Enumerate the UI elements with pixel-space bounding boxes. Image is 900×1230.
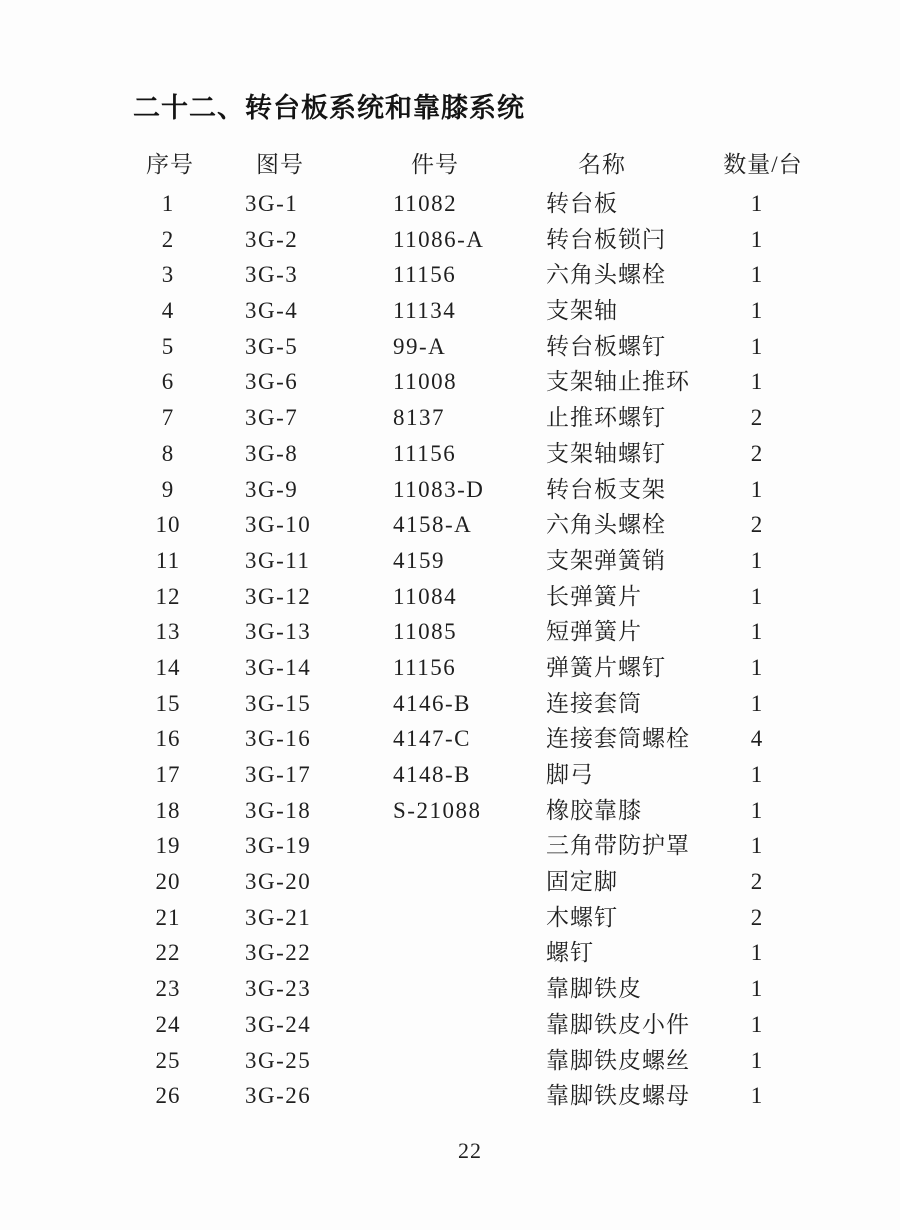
cell-drawing-no: 3G-5 [245, 333, 299, 359]
cell-qty: 2 [750, 904, 764, 930]
cell-qty: 1 [750, 476, 764, 502]
cell-qty: 1 [750, 797, 764, 823]
cell-part-no: 4158-A [393, 512, 473, 538]
table-row [0, 1078, 900, 1114]
cell-part-no: 99-A [393, 333, 447, 359]
cell-part-no: 11134 [393, 298, 457, 324]
cell-qty: 2 [750, 512, 764, 538]
cell-part-no: 11086-A [393, 226, 485, 252]
cell-qty: 1 [750, 191, 764, 216]
cell-seq: 14 [155, 654, 181, 680]
cell-name: 靠脚铁皮螺丝 [546, 1047, 690, 1073]
cell-name: 短弹簧片 [546, 619, 642, 645]
table-row [0, 935, 900, 971]
table-row [0, 472, 900, 508]
cell-part-no: 11083-D [393, 476, 485, 502]
table-row [0, 400, 900, 436]
cell-part-no: 11084 [393, 583, 458, 609]
cell-seq: 15 [155, 690, 181, 716]
cell-part-no: 11156 [393, 654, 457, 680]
cell-seq: 18 [155, 797, 181, 823]
cell-part-no: 4147-C [393, 726, 471, 752]
cell-seq: 25 [155, 1047, 181, 1073]
cell-drawing-no: 3G-18 [245, 797, 312, 823]
cell-name: 转台板支架 [546, 476, 666, 502]
cell-qty: 1 [750, 547, 764, 573]
cell-seq: 23 [155, 976, 181, 1002]
table-row [0, 721, 900, 757]
cell-drawing-no: 3G-22 [245, 940, 312, 966]
cell-name: 六角头螺栓 [546, 262, 666, 288]
cell-qty: 1 [750, 619, 764, 645]
cell-name: 转台板螺钉 [546, 333, 666, 359]
table-row [0, 1007, 900, 1043]
cell-seq: 1 [161, 191, 175, 216]
cell-seq: 10 [155, 512, 181, 538]
cell-drawing-no: 3G-17 [245, 762, 312, 787]
column-header-part-no: 件号 [411, 152, 459, 177]
section-title: 二十二、转台板系统和靠膝系统 [133, 93, 525, 123]
cell-seq: 16 [155, 726, 181, 752]
cell-qty: 1 [750, 1047, 764, 1073]
cell-drawing-no: 3G-23 [245, 976, 312, 1002]
cell-part-no: 4146-B [393, 690, 471, 716]
cell-seq: 3 [161, 262, 175, 288]
cell-seq: 24 [155, 1011, 181, 1037]
cell-part-no: 4148-B [393, 762, 471, 787]
cell-name: 六角头螺栓 [546, 512, 666, 538]
cell-seq: 9 [161, 476, 175, 502]
cell-seq: 20 [155, 869, 181, 895]
table-row [0, 507, 900, 543]
cell-qty: 1 [750, 654, 764, 680]
column-header-drawing-no: 图号 [256, 152, 304, 177]
cell-drawing-no: 3G-10 [245, 512, 312, 538]
cell-drawing-no: 3G-26 [245, 1083, 312, 1109]
cell-drawing-no: 3G-24 [245, 1011, 312, 1037]
cell-qty: 1 [750, 1011, 764, 1037]
cell-seq: 12 [155, 583, 181, 609]
table-row [0, 543, 900, 579]
cell-seq: 19 [155, 833, 181, 859]
cell-qty: 2 [750, 405, 764, 431]
table-row [0, 1043, 900, 1079]
cell-name: 脚弓 [546, 762, 594, 787]
cell-qty: 1 [750, 1083, 764, 1109]
cell-seq: 22 [155, 940, 181, 966]
cell-name: 支架轴螺钉 [546, 440, 666, 466]
cell-drawing-no: 3G-21 [245, 904, 312, 930]
cell-drawing-no: 3G-7 [245, 405, 299, 431]
table-row [0, 579, 900, 615]
cell-drawing-no: 3G-12 [245, 583, 312, 609]
cell-name: 长弹簧片 [546, 583, 642, 609]
table-row [0, 293, 900, 329]
column-header-seq: 序号 [146, 152, 194, 177]
cell-name: 支架轴止推环 [546, 369, 690, 395]
cell-qty: 1 [750, 369, 764, 395]
cell-qty: 1 [750, 976, 764, 1002]
cell-drawing-no: 3G-2 [245, 226, 299, 252]
table-row [0, 257, 900, 293]
table-row [0, 793, 900, 829]
cell-drawing-no: 3G-16 [245, 726, 312, 752]
parts-table-body [0, 186, 900, 1114]
cell-name: 靠脚铁皮小件 [546, 1011, 690, 1037]
cell-seq: 8 [161, 440, 175, 466]
cell-drawing-no: 3G-3 [245, 262, 299, 288]
cell-seq: 21 [155, 904, 181, 930]
cell-name: 连接套筒 [546, 690, 642, 716]
table-row [0, 222, 900, 258]
column-header-name: 名称 [578, 152, 626, 177]
cell-name: 转台板 [546, 191, 618, 216]
cell-qty: 1 [750, 583, 764, 609]
cell-drawing-no: 3G-9 [245, 476, 299, 502]
cell-drawing-no: 3G-6 [245, 369, 299, 395]
cell-drawing-no: 3G-8 [245, 440, 299, 466]
cell-part-no: 11008 [393, 369, 458, 395]
table-row [0, 900, 900, 936]
cell-name: 转台板锁闩 [546, 226, 666, 252]
cell-name: 靠脚铁皮螺母 [546, 1083, 690, 1109]
cell-name: 连接套筒螺栓 [546, 726, 690, 752]
cell-seq: 26 [155, 1083, 181, 1109]
cell-qty: 4 [750, 726, 764, 752]
table-header-row [0, 150, 900, 180]
cell-part-no: 4159 [393, 547, 445, 573]
cell-drawing-no: 3G-19 [245, 833, 312, 859]
cell-seq: 2 [161, 226, 175, 252]
cell-name: 支架轴 [546, 298, 618, 324]
cell-name: 止推环螺钉 [546, 405, 666, 431]
cell-qty: 2 [750, 869, 764, 895]
cell-name: 靠脚铁皮 [546, 976, 642, 1002]
cell-drawing-no: 3G-20 [245, 869, 312, 895]
cell-drawing-no: 3G-4 [245, 298, 299, 324]
cell-name: 三角带防护罩 [546, 833, 690, 859]
cell-part-no: 11085 [393, 619, 458, 645]
cell-qty: 1 [750, 940, 764, 966]
cell-qty: 1 [750, 762, 764, 787]
cell-qty: 1 [750, 298, 764, 324]
table-row [0, 650, 900, 686]
cell-seq: 6 [161, 369, 175, 395]
column-header-qty-per-unit: 数量/台 [723, 152, 803, 177]
cell-qty: 1 [750, 262, 764, 288]
table-row [0, 828, 900, 864]
table-row [0, 971, 900, 1007]
cell-drawing-no: 3G-14 [245, 654, 312, 680]
cell-qty: 1 [750, 226, 764, 252]
cell-seq: 5 [161, 333, 175, 359]
cell-qty: 1 [750, 690, 764, 716]
table-row [0, 364, 900, 400]
cell-name: 木螺钉 [546, 904, 618, 930]
table-row [0, 686, 900, 722]
cell-seq: 11 [155, 547, 181, 573]
table-row [0, 864, 900, 900]
table-row [0, 757, 900, 793]
cell-part-no: 11156 [393, 262, 457, 288]
cell-qty: 1 [750, 833, 764, 859]
table-row [0, 186, 900, 222]
cell-name: 螺钉 [546, 940, 594, 966]
cell-name: 弹簧片螺钉 [546, 654, 666, 680]
cell-qty: 1 [750, 333, 764, 359]
cell-part-no: 11156 [393, 440, 457, 466]
cell-name: 支架弹簧销 [546, 547, 666, 573]
table-row [0, 329, 900, 365]
table-row [0, 436, 900, 472]
cell-seq: 13 [155, 619, 181, 645]
cell-drawing-no: 3G-15 [245, 690, 312, 716]
table-row [0, 614, 900, 650]
cell-part-no: S-21088 [393, 797, 482, 823]
page-number: 22 [458, 1138, 482, 1163]
cell-seq: 7 [161, 405, 175, 431]
cell-seq: 17 [155, 762, 181, 787]
cell-part-no: 11082 [393, 191, 458, 216]
cell-qty: 2 [750, 440, 764, 466]
cell-name: 橡胶靠膝 [546, 797, 642, 823]
cell-name: 固定脚 [546, 869, 618, 895]
cell-drawing-no: 3G-11 [245, 547, 311, 573]
cell-drawing-no: 3G-1 [245, 191, 299, 216]
cell-seq: 4 [161, 298, 175, 324]
cell-part-no: 8137 [393, 405, 445, 431]
cell-drawing-no: 3G-13 [245, 619, 312, 645]
cell-drawing-no: 3G-25 [245, 1047, 312, 1073]
